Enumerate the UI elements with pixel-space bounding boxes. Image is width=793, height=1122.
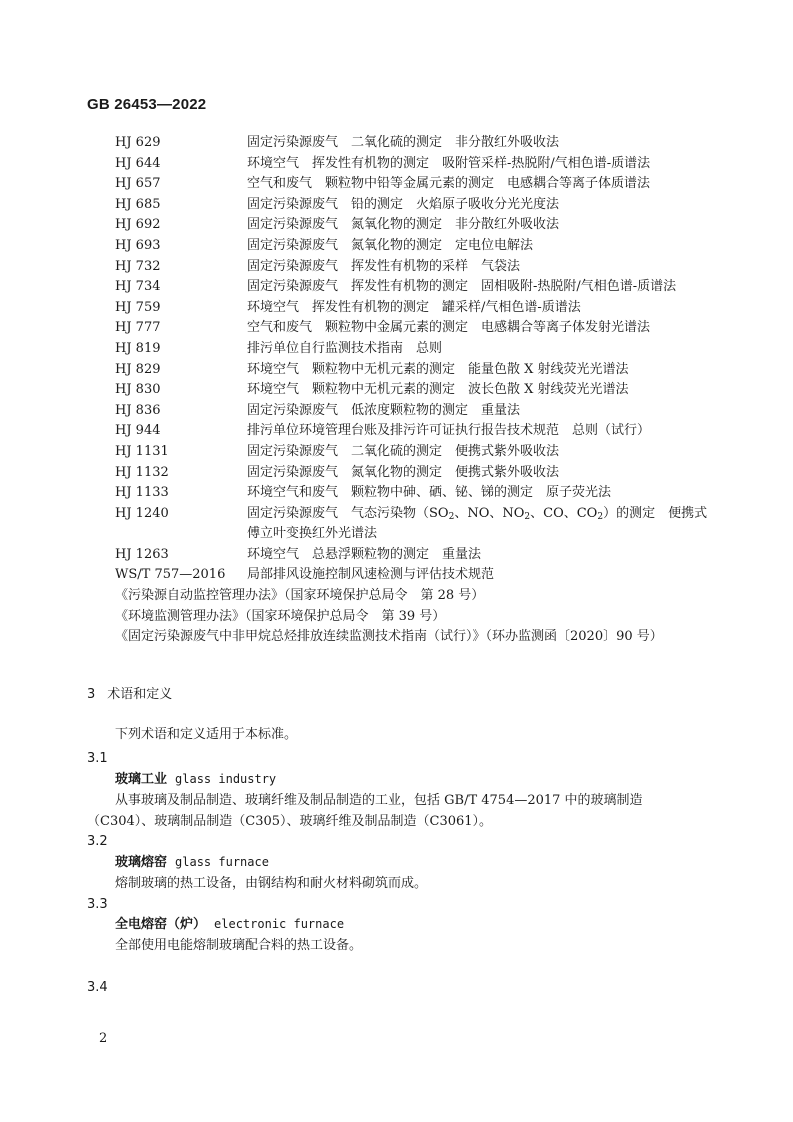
reference-title: 固定污染源废气 二氧化硫的测定 便携式紫外吸收法 [247, 443, 560, 459]
reference-title [247, 504, 715, 545]
reference-title: 固定污染源废气 氮氧化物的测定 非分散红外吸收法 [247, 217, 560, 233]
section-heading [87, 684, 172, 705]
reference-item [115, 318, 715, 339]
normative-references-list [115, 133, 715, 648]
term-number: 3.4 [87, 980, 108, 995]
reference-code: HJ 1131 [115, 443, 169, 459]
reference-title: 固定污染源废气 挥发性有机物的采样 气袋法 [247, 258, 521, 274]
reference-item [115, 360, 715, 381]
reference-item [115, 463, 715, 484]
term-en: glass furnace [175, 855, 269, 869]
reference-title-part: 、NO、NO [454, 505, 525, 521]
reference-code: HJ 629 [115, 135, 161, 150]
reference-title: 排污单位自行监测技术指南 总则 [247, 340, 443, 356]
reference-item [115, 133, 715, 154]
reference-code: WS/T 757—2016 [115, 567, 226, 583]
term-definition: 从事玻璃及制品制造、玻璃纤维及制品制造的工业，包括 GB/T 4754—2017 中的玻璃制造（C304）、玻璃制品制造（C305）、玻璃纤维及制品制造（C3061）。 [87, 793, 643, 829]
term-heading [115, 769, 276, 790]
reference-code: HJ 944 [115, 423, 161, 439]
reference-item [115, 215, 715, 236]
reference-code: HJ 692 [115, 217, 161, 233]
term-cn: 玻璃工业 [115, 772, 168, 787]
term-cn: 玻璃熔窑 [115, 855, 168, 870]
reference-title: 排污单位环境管理台账及排污许可证执行报告技术规范 总则（试行） [247, 423, 651, 439]
term-number: 3.2 [87, 834, 108, 849]
reference-title: 环境空气和废气 颗粒物中砷、硒、铋、锑的测定 原子荧光法 [247, 485, 612, 501]
reference-code: HJ 830 [115, 382, 161, 398]
term-cn: 全电熔窑（炉） [115, 917, 207, 932]
reference-code: HJ 829 [115, 361, 161, 377]
reference-code: HJ 644 [115, 155, 161, 171]
reference-item [115, 504, 715, 545]
reference-title: 固定污染源废气 挥发性有机物的测定 固相吸附-热脱附/气相色谱-质谱法 [247, 279, 677, 295]
reference-title: 空气和废气 颗粒物中金属元素的测定 电感耦合等离子体发射光谱法 [247, 320, 651, 336]
reference-item [115, 277, 715, 298]
section-intro: 下列术语和定义适用于本标准。 [115, 727, 298, 742]
reference-code: HJ 693 [115, 237, 161, 253]
reference-code: HJ 1132 [115, 464, 169, 480]
reference-title: 局部排风设施控制风速检测与评估技术规范 [247, 567, 495, 583]
term-heading [115, 852, 269, 873]
subscript-2: 2 [524, 511, 531, 522]
reference-code: HJ 1263 [115, 546, 169, 562]
reference-title: 环境空气 挥发性有机物的测定 吸附管采样-热脱附/气相色谱-质谱法 [247, 155, 651, 171]
term-en: electronic furnace [214, 917, 345, 931]
reference-title: 环境空气 颗粒物中无机元素的测定 能量色散 X 射线荧光光谱法 [247, 361, 629, 377]
reference-title-part: 、CO、CO [530, 505, 598, 521]
subscript-2: 2 [597, 511, 604, 522]
reference-code: HJ 759 [115, 299, 161, 315]
reference-title-part: ）的测定 便携式傅立叶变换红外光谱法 [247, 505, 708, 542]
reference-item [115, 236, 715, 257]
reference-item [115, 195, 715, 216]
regulation-reference: 《固定污染源废气中非甲烷总烃排放连续监测技术指南（试行）》（环办监测函〔2020〕90 号） [115, 629, 663, 645]
reference-title: 固定污染源废气 低浓度颗粒物的测定 重量法 [247, 402, 521, 418]
reference-code: HJ 657 [115, 176, 161, 192]
standard-number-header: GB 26453—2022 [87, 96, 207, 113]
page-number: 2 [99, 1031, 108, 1046]
term-number: 3.3 [87, 897, 108, 912]
term-number: 3.1 [87, 751, 108, 766]
term-en: glass industry [175, 772, 277, 786]
reference-title: 固定污染源废气 氮氧化物的测定 定电位电解法 [247, 237, 534, 253]
reference-item [115, 298, 715, 319]
reference-item [115, 154, 715, 175]
reference-title-part: 固定污染源废气 气态污染物（SO [247, 505, 449, 521]
term-definition: 全部使用电能熔制玻璃配合料的热工设备。 [115, 938, 363, 953]
reference-code: HJ 1240 [115, 505, 169, 521]
reference-item [115, 174, 715, 195]
reference-title: 环境空气 挥发性有机物的测定 罐采样/气相色谱-质谱法 [247, 299, 581, 315]
reference-code: HJ 732 [115, 258, 161, 274]
reference-code: HJ 836 [115, 402, 161, 418]
reference-title: 固定污染源废气 二氧化硫的测定 非分散红外吸收法 [247, 135, 560, 150]
term-heading [115, 914, 344, 935]
section-number: 3 [87, 687, 96, 702]
regulation-reference: 《污染源自动监控管理办法》（国家环境保护总局令 第 28 号） [115, 588, 485, 604]
reference-item [115, 545, 715, 566]
subscript-2: 2 [448, 511, 455, 522]
reference-item [115, 565, 715, 586]
term-definition: 熔制玻璃的热工设备，由钢结构和耐火材料砌筑而成。 [115, 876, 428, 891]
reference-item [115, 380, 715, 401]
reference-code: HJ 685 [115, 196, 161, 212]
reference-code: HJ 1133 [115, 485, 169, 501]
reference-code: HJ 777 [115, 320, 161, 336]
reference-title: 固定污染源废气 氮氧化物的测定 便携式紫外吸收法 [247, 464, 560, 480]
reference-item [115, 401, 715, 422]
reference-code: HJ 819 [115, 340, 161, 356]
reference-item [115, 483, 715, 504]
reference-item [115, 257, 715, 278]
reference-title: 环境空气 颗粒物中无机元素的测定 波长色散 X 射线荧光光谱法 [247, 382, 629, 398]
reference-code: HJ 734 [115, 279, 161, 295]
reference-item [115, 339, 715, 360]
reference-item [115, 442, 715, 463]
section-title: 术语和定义 [107, 687, 173, 702]
regulation-reference: 《环境监测管理办法》（国家环境保护总局令 第 39 号） [115, 608, 446, 624]
reference-title: 固定污染源废气 铅的测定 火焰原子吸收分光光度法 [247, 196, 560, 212]
reference-title: 环境空气 总悬浮颗粒物的测定 重量法 [247, 546, 482, 562]
reference-title: 空气和废气 颗粒物中铅等金属元素的测定 电感耦合等离子体质谱法 [247, 176, 651, 192]
reference-item [115, 421, 715, 442]
